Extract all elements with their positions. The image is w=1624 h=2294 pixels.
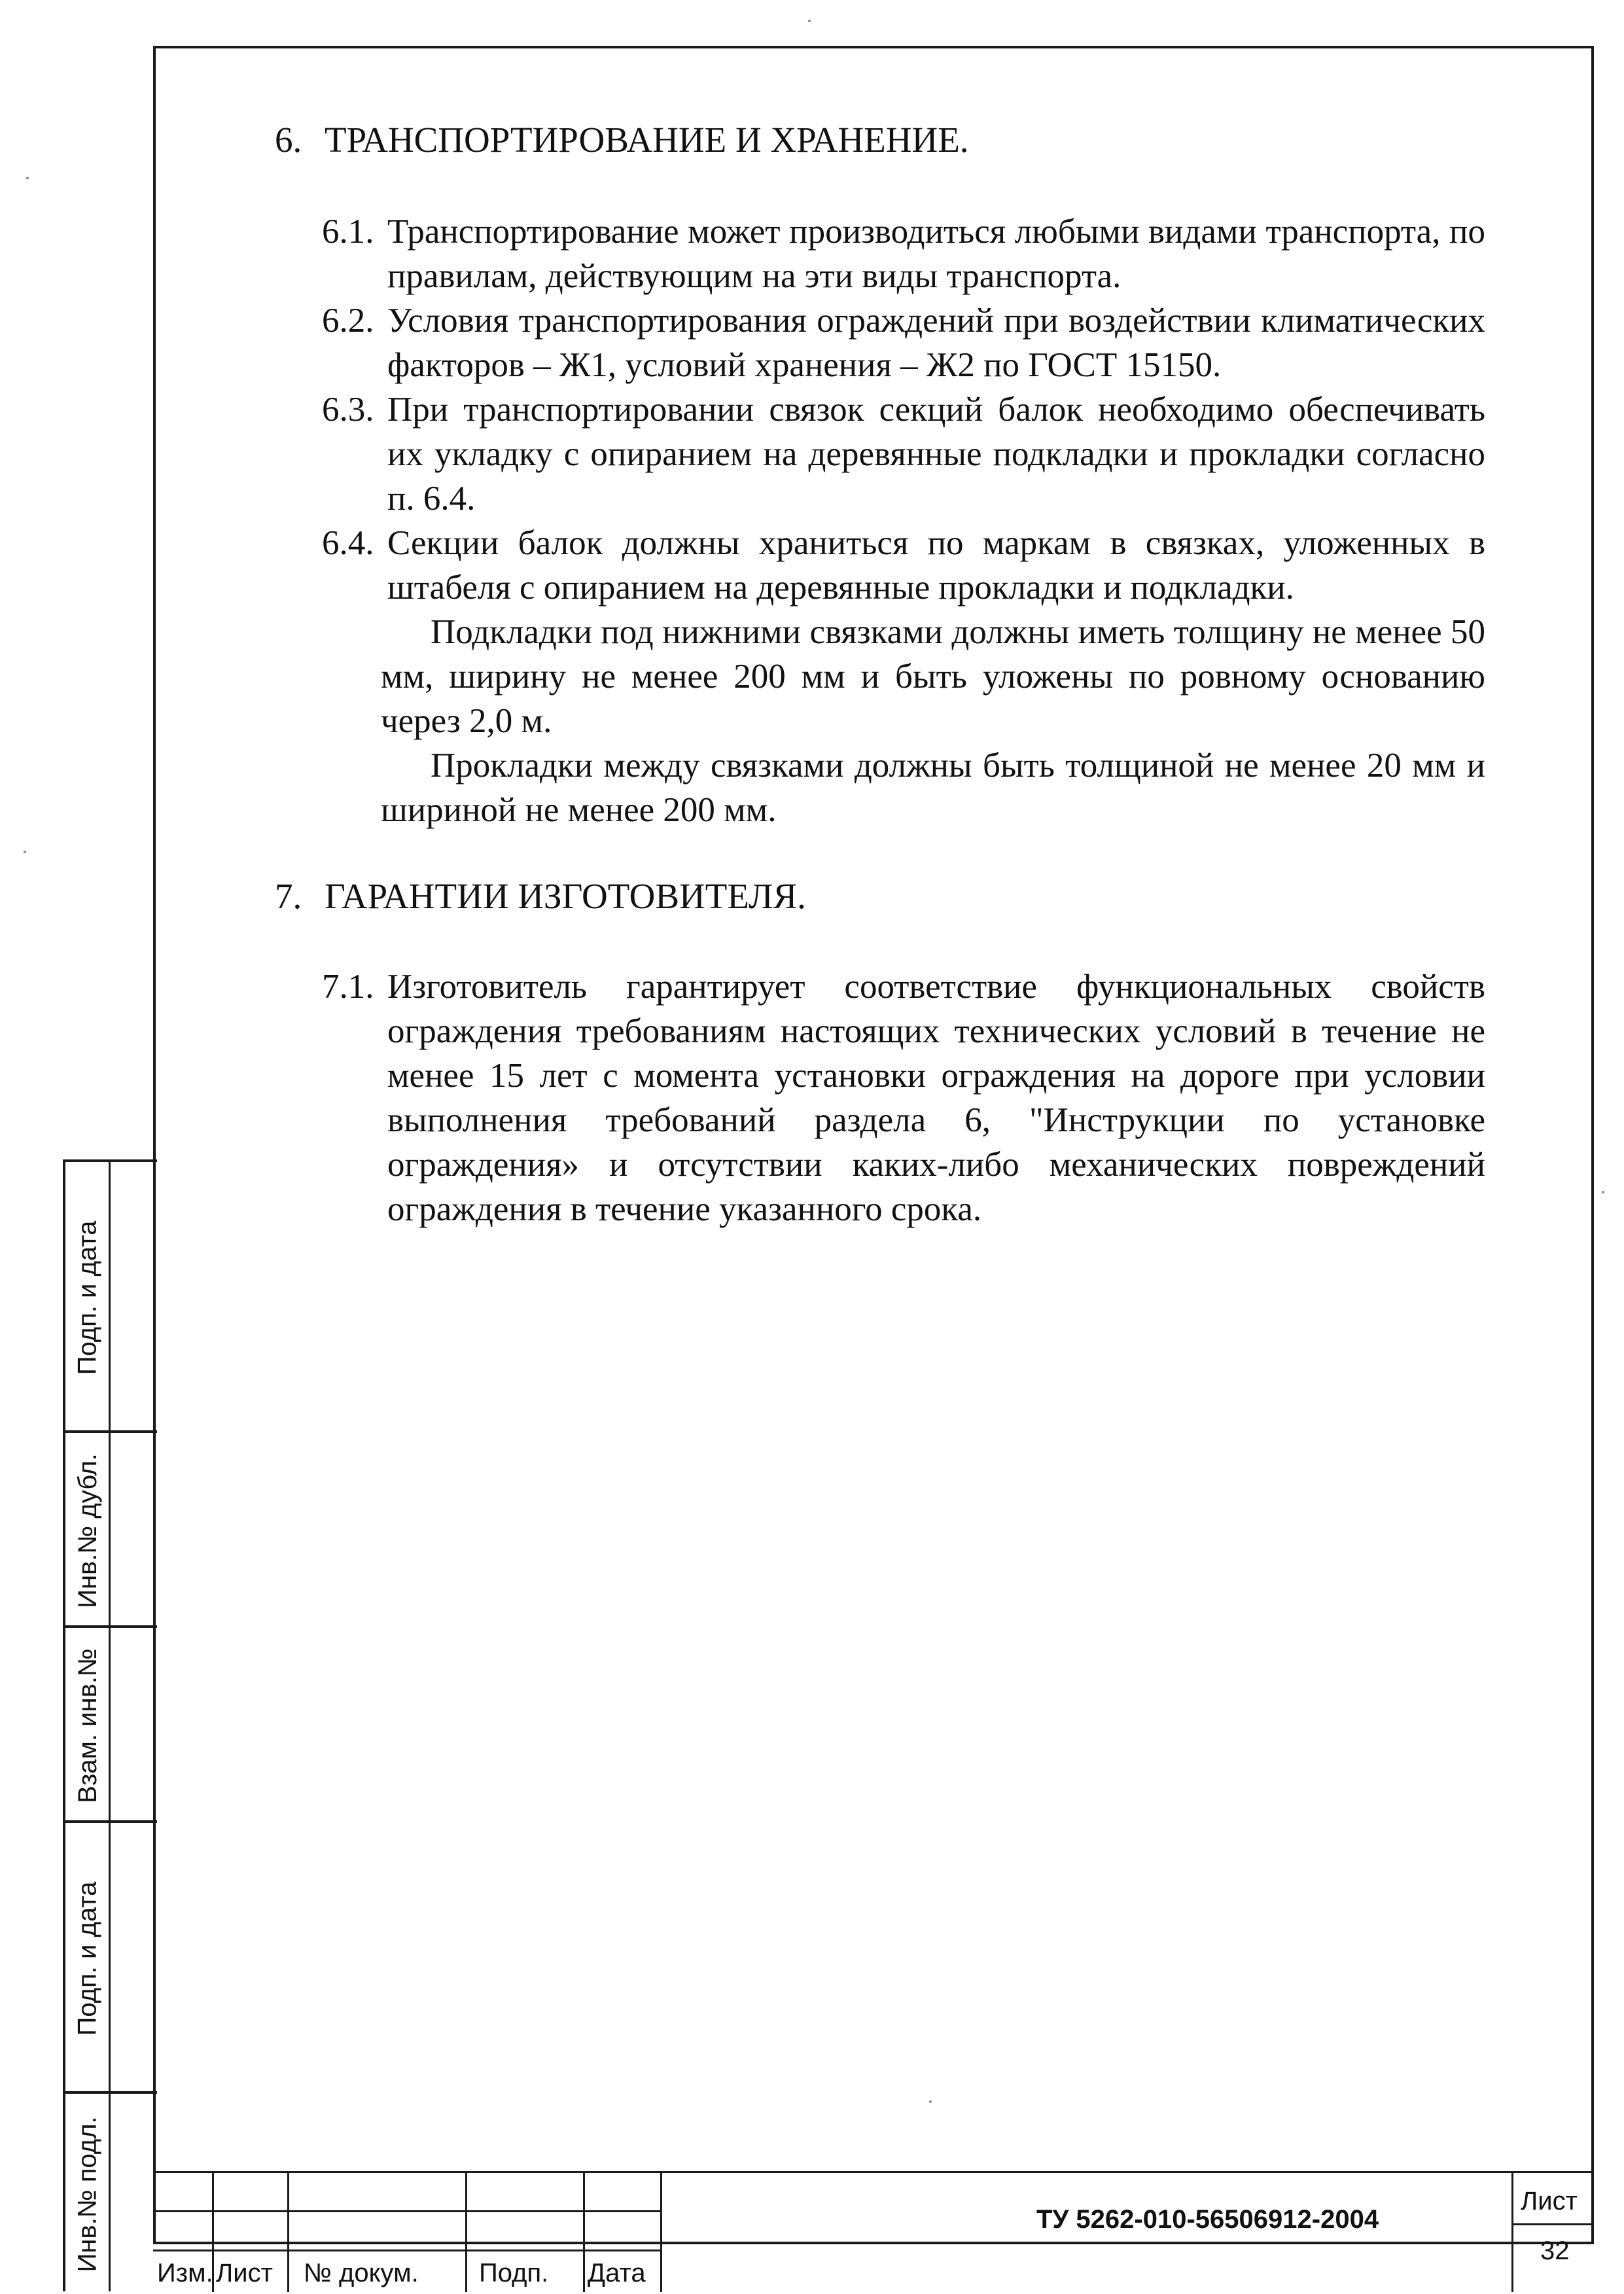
- column-caption-list: Лист: [216, 2259, 273, 2287]
- title-block-sheet-line: [1511, 2223, 1594, 2225]
- side-stamp-label: Взам. инв.№: [73, 1648, 102, 1803]
- title-block-col-line: [1511, 2171, 1513, 2292]
- document-code: ТУ 5262-010-56506912-2004: [1036, 2205, 1379, 2234]
- side-stamp: [63, 1159, 154, 2291]
- section-7-title: ГАРАНТИИ ИЗГОТОВИТЕЛЯ.: [325, 876, 806, 916]
- side-stamp-label: Подп. и дата: [73, 1220, 102, 1375]
- clause-text: Условия транспортирования ограждений при воздействии климатических факторов – Ж1, условий хранения – Ж2 по ГОСТ 15150.: [387, 302, 1485, 384]
- title-block-col-line: [583, 2171, 585, 2292]
- side-stamp-cell: [65, 1820, 157, 2091]
- clause-text: При транспортировании связок секций балок необходимо обеспечивать их укладку с опиранием на деревянные подкладки и прокладки согласно п. 6.4.: [387, 391, 1485, 518]
- section-7-number: 7.: [275, 876, 302, 916]
- title-block-col-line: [287, 2171, 289, 2292]
- clause-6-1: [275, 209, 1485, 298]
- side-stamp-cell: [65, 1625, 157, 1820]
- side-stamp-cell: [65, 2091, 157, 2291]
- paragraph-spacers: Прокладки между связками должны быть толщиной не менее 20 мм и шириной не менее 200 мм.: [381, 747, 1485, 829]
- clause-7-1: [275, 964, 1485, 1231]
- scan-speck: [808, 20, 811, 22]
- clause-number: 6.2.: [322, 302, 374, 340]
- paragraph-supports: Подкладки под нижними связками должны иметь толщину не менее 50 мм, ширину не менее 200 мм и быть уложены по ровному основанию через 2,0 м.: [381, 613, 1485, 740]
- section-6-number: 6.: [275, 120, 302, 160]
- side-stamp-cell: [65, 1430, 157, 1625]
- column-caption-date: Дата: [588, 2259, 646, 2287]
- title-block-top-line: [153, 2171, 1594, 2173]
- column-caption-izm: Изм.: [157, 2259, 213, 2287]
- title-block-col-line: [465, 2171, 467, 2292]
- column-caption-sign: Подп.: [479, 2259, 549, 2287]
- column-caption-doc: № докум.: [304, 2259, 419, 2287]
- clause-6-3: [275, 387, 1485, 521]
- clause-number: 7.1.: [322, 968, 374, 1006]
- document-body: [275, 118, 1485, 1231]
- clause-number: 6.1.: [322, 213, 374, 251]
- clause-text: Секции балок должны храниться по маркам в связках, уложенных в штабеля с опиранием на деревянные прокладки и подкладки.: [387, 524, 1485, 607]
- section-7-heading: [275, 874, 1485, 919]
- clause-number: 6.4.: [322, 524, 374, 562]
- side-stamp-cell: [65, 1159, 157, 1430]
- clause-text: Транспортирование может производиться любыми видами транспорта, по правилам, действующим на эти виды транспорта.: [387, 213, 1485, 295]
- sheet-label: Лист: [1521, 2187, 1578, 2215]
- title-block-col-line: [660, 2171, 662, 2292]
- scan-speck: [929, 2100, 932, 2103]
- side-stamp-label: Инв.№ подл.: [73, 2115, 102, 2272]
- scan-speck: [24, 851, 26, 853]
- clause-text: Изготовитель гарантирует соответствие функциональных свойств ограждения требованиям настоящих технических условий в течение не менее 15 лет с момента установки ограждения на дороге при условии выполнения требований раздела 6, "Инструкции по установке ограждения» и отсутствии каких-либо механических повреждений ограждения в течение указанного срока.: [387, 968, 1485, 1228]
- clause-number: 6.3.: [322, 391, 374, 429]
- title-block: [153, 2171, 1594, 2292]
- section-6-title: ТРАНСПОРТИРОВАНИЕ И ХРАНЕНИЕ.: [325, 120, 969, 160]
- side-stamp-label: Инв.№ дубл.: [73, 1453, 102, 1608]
- clause-6-4: [275, 521, 1485, 610]
- section-6-heading: [275, 118, 1485, 162]
- clause-6-2: [275, 298, 1485, 387]
- sheet-number: 32: [1540, 2236, 1570, 2265]
- scan-speck: [26, 177, 29, 179]
- scan-speck: [1602, 1191, 1604, 1193]
- side-stamp-label: Подп. и дата: [73, 1881, 102, 2036]
